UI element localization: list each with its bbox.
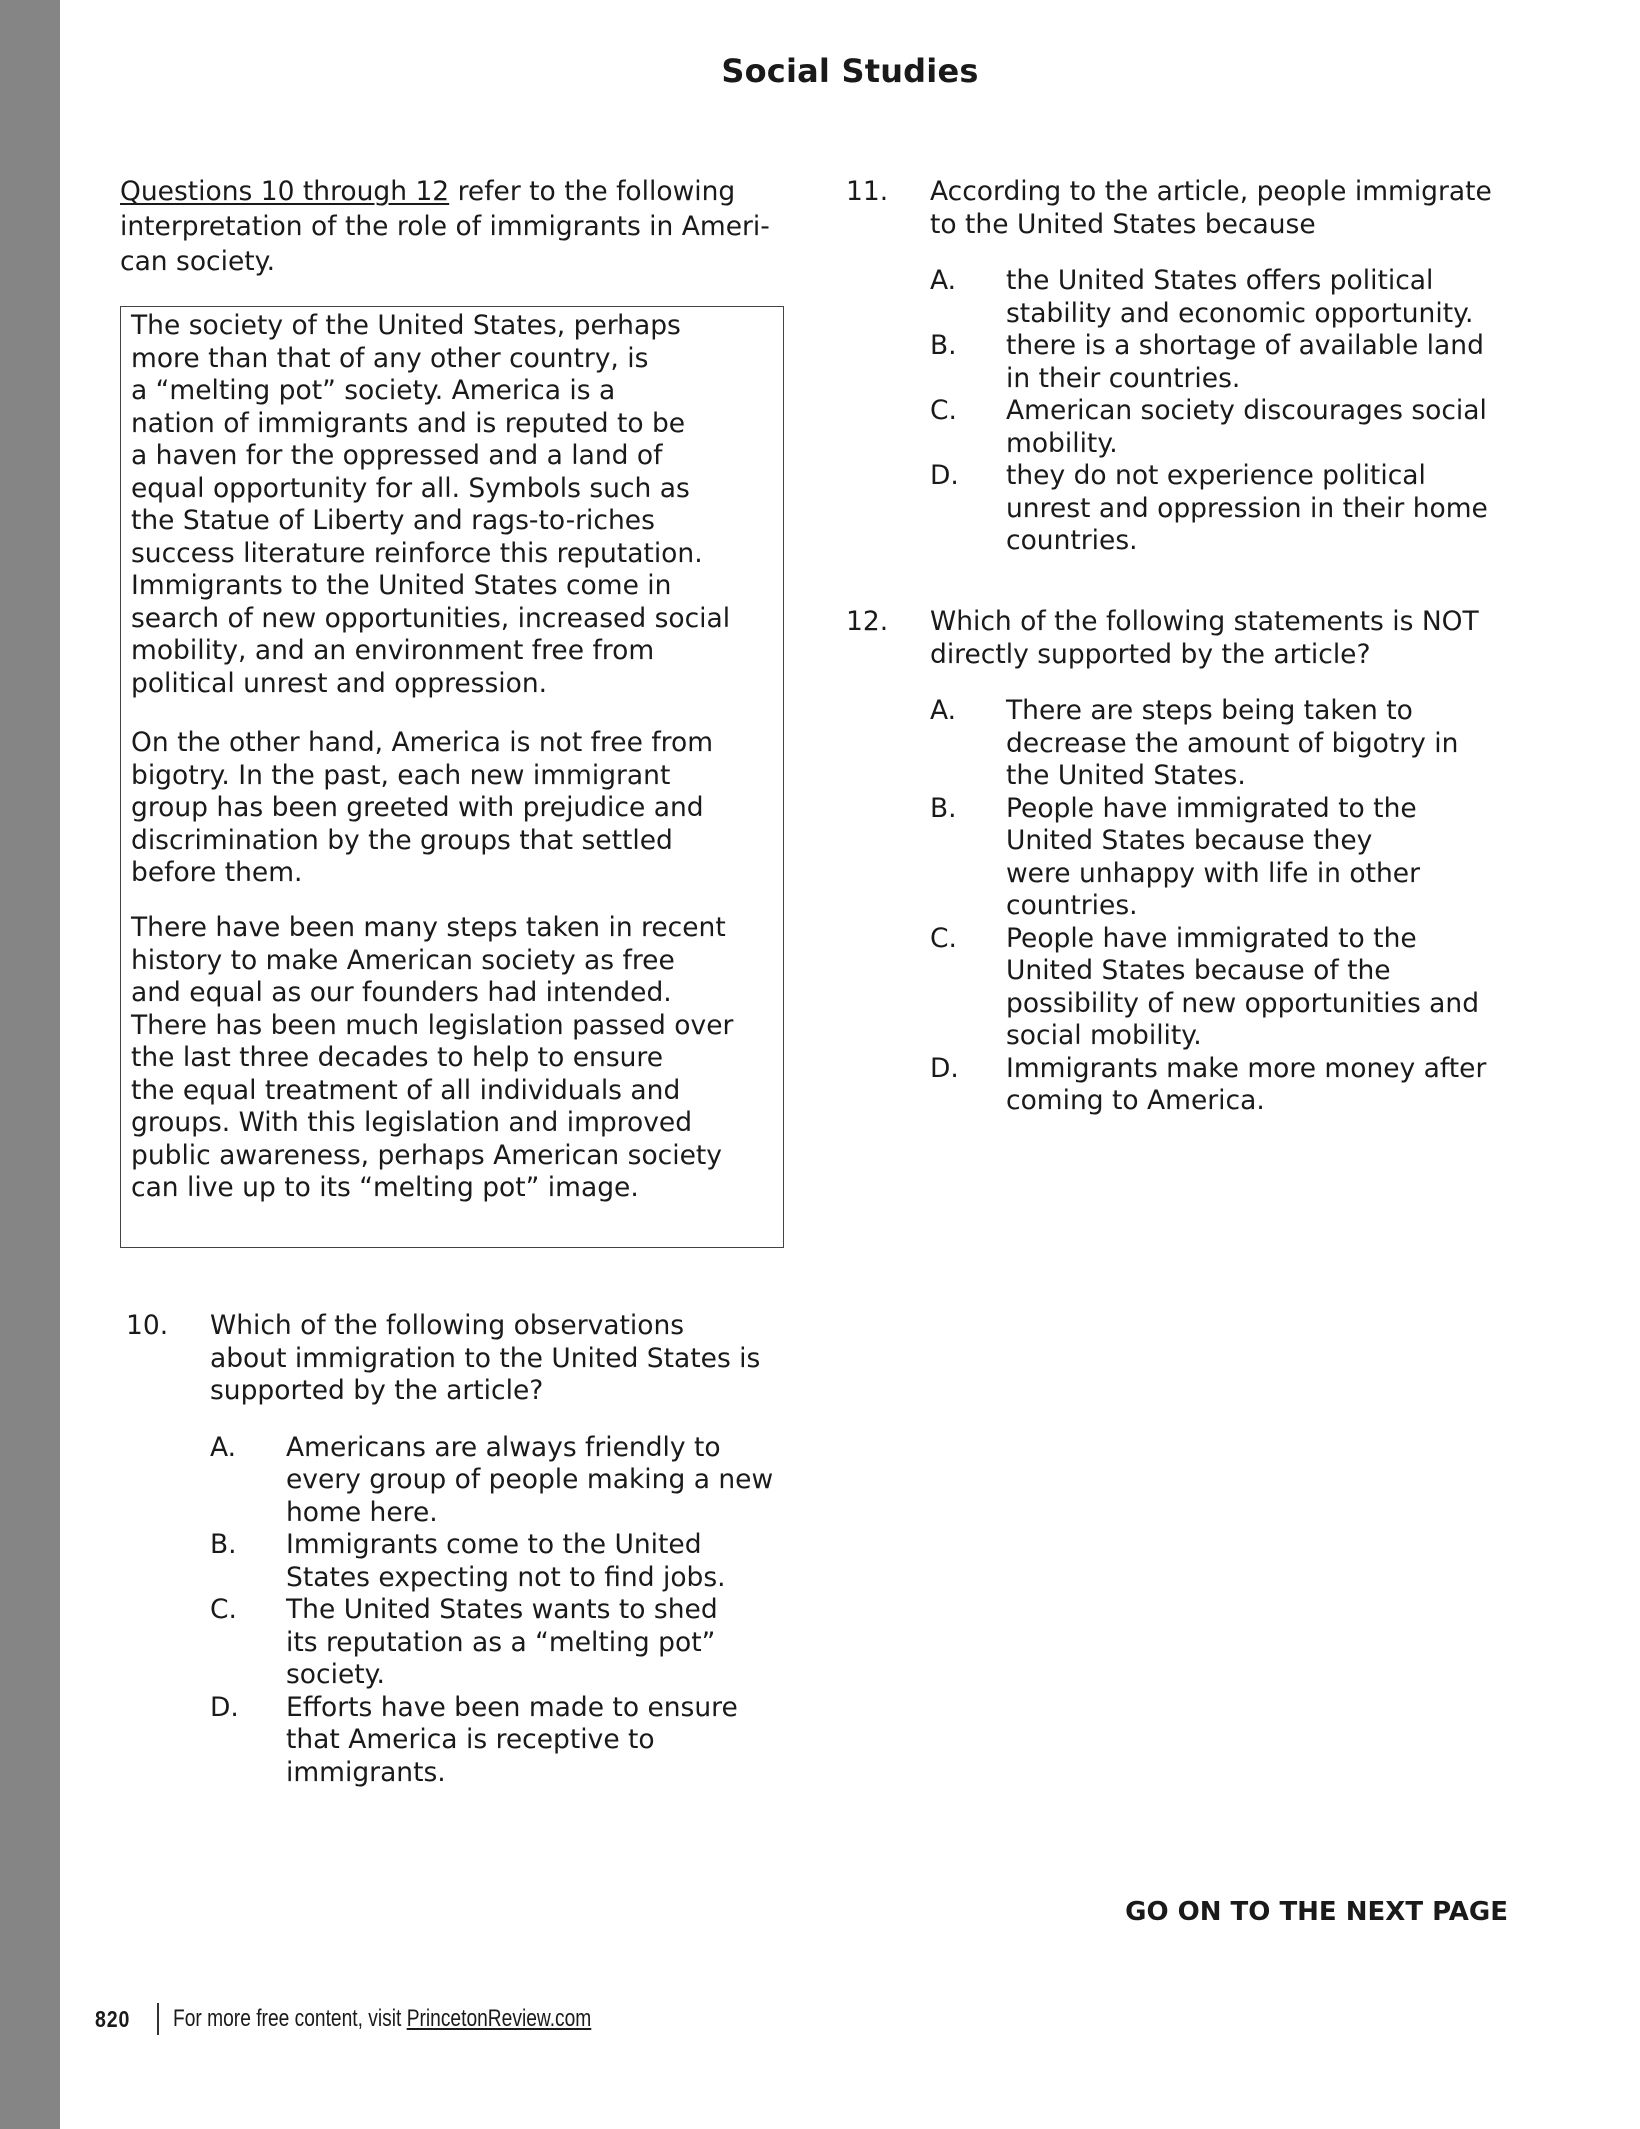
passage-paragraph-1 bbox=[131, 310, 730, 700]
answer-choice-d[interactable] bbox=[210, 1692, 773, 1790]
footer-divider bbox=[157, 2003, 159, 2035]
passage-line: the last three decades to help to ensure bbox=[131, 1042, 664, 1073]
answer-choice-d[interactable] bbox=[930, 1053, 1486, 1118]
passage-line: mobility, and an environment free from bbox=[131, 635, 655, 666]
choice-text-line: home here. bbox=[286, 1496, 438, 1528]
choice-text-line: countries. bbox=[1006, 890, 1138, 921]
go-on-next-page: GO ON TO THE NEXT PAGE bbox=[1125, 1897, 1508, 1927]
question-stem bbox=[210, 1310, 760, 1408]
question-stem bbox=[930, 606, 1479, 671]
choice-text bbox=[1006, 395, 1488, 460]
choice-text-line: there is a shortage of available land bbox=[1006, 330, 1484, 361]
question-stem-line: Which of the following statements is NOT bbox=[930, 606, 1479, 637]
choice-text-line: The United States wants to shed bbox=[286, 1594, 718, 1625]
choice-text-line: countries. bbox=[1006, 525, 1138, 556]
passage-line: the Statue of Liberty and rags-to-riches bbox=[131, 505, 655, 536]
passage-line: political unrest and oppression. bbox=[131, 667, 548, 699]
answer-choice-c[interactable] bbox=[930, 395, 1488, 460]
passage-line: groups. With this legislation and improved bbox=[131, 1107, 693, 1138]
answer-choices bbox=[930, 265, 1488, 558]
passage-line: search of new opportunities, increased social bbox=[131, 602, 731, 634]
choice-letter: C. bbox=[930, 395, 957, 426]
choice-text-line: People have immigrated to the bbox=[1006, 792, 1417, 824]
passage-line: public awareness, perhaps American society bbox=[131, 1139, 722, 1171]
passage-line: bigotry. In the past, each new immigrant bbox=[131, 759, 671, 791]
questions-range: Questions 10 through 12 bbox=[120, 176, 450, 207]
choice-text-line: There are steps being taken to bbox=[1006, 695, 1413, 726]
question-number: 10. bbox=[126, 1310, 169, 1341]
choice-text-line: unrest and oppression in their home bbox=[1006, 492, 1488, 524]
choice-text bbox=[286, 1594, 773, 1692]
answer-choice-b[interactable] bbox=[930, 330, 1488, 395]
passage-line: nation of immigrants and is reputed to be bbox=[131, 407, 686, 439]
choice-text-line: the United States offers political bbox=[1006, 265, 1434, 296]
page-title: Social Studies bbox=[721, 52, 979, 90]
choice-text-line: Immigrants come to the United bbox=[286, 1529, 702, 1560]
choice-text-line: were unhappy with life in other bbox=[1006, 857, 1420, 889]
passage-box bbox=[120, 306, 784, 1248]
choice-text bbox=[1006, 460, 1488, 558]
choice-text-line: Americans are always friendly to bbox=[286, 1431, 721, 1463]
page-edge-bar bbox=[0, 0, 60, 2129]
intro-line: can society. bbox=[120, 246, 276, 277]
choice-text-line: possibility of new opportunities and bbox=[1006, 987, 1480, 1019]
choice-text-line: mobility. bbox=[1006, 427, 1118, 459]
choice-text-line: Immigrants make more money after bbox=[1006, 1052, 1487, 1084]
choice-text-line: Efforts have been made to ensure bbox=[286, 1691, 738, 1723]
passage-line: Immigrants to the United States come in bbox=[131, 570, 672, 601]
passage-line: equal opportunity for all. Symbols such as bbox=[131, 472, 690, 504]
passage-line: before them. bbox=[131, 857, 303, 888]
answer-choice-a[interactable] bbox=[930, 265, 1488, 330]
passage-line: a haven for the oppressed and a land of bbox=[131, 440, 663, 471]
choice-text-line: States expecting not to find jobs. bbox=[286, 1561, 726, 1593]
intro-line: refer to the following bbox=[449, 176, 736, 207]
choice-letter: A. bbox=[930, 265, 957, 296]
question-stem-line: supported by the article? bbox=[210, 1375, 544, 1406]
answer-choices bbox=[210, 1432, 773, 1790]
answer-choice-b[interactable] bbox=[210, 1529, 773, 1594]
choice-text bbox=[1006, 330, 1488, 395]
choice-text-line: that America is receptive to bbox=[286, 1724, 655, 1755]
choice-text bbox=[286, 1432, 773, 1530]
choice-text bbox=[286, 1692, 773, 1790]
passage-line: and equal as our founders had intended. bbox=[131, 977, 672, 1008]
footer-label: For more free content, visit bbox=[172, 2005, 407, 2032]
choice-text-line: United States because they bbox=[1006, 825, 1373, 856]
footer-text bbox=[173, 2005, 591, 2033]
passage-line: more than that of any other country, is bbox=[131, 342, 649, 374]
choice-text bbox=[1006, 265, 1488, 330]
question-number: 12. bbox=[846, 606, 889, 637]
answer-choices bbox=[930, 695, 1486, 1118]
choice-letter: C. bbox=[210, 1594, 237, 1625]
passage-line: a “melting pot” society. America is a bbox=[131, 375, 616, 406]
passage-line: On the other hand, America is not free from bbox=[131, 727, 714, 758]
passage-line: discrimination by the groups that settled bbox=[131, 824, 673, 856]
choice-letter: B. bbox=[930, 792, 957, 824]
passage-line: the equal treatment of all individuals and bbox=[131, 1074, 681, 1106]
answer-choice-c[interactable] bbox=[930, 923, 1486, 1053]
choice-text bbox=[1006, 923, 1486, 1053]
intro-line: interpretation of the role of immigrants in Ameri- bbox=[120, 211, 770, 242]
page-footer bbox=[95, 2002, 695, 2036]
choice-text-line: decrease the amount of bigotry in bbox=[1006, 727, 1459, 759]
question-stem bbox=[930, 176, 1492, 241]
choice-letter: D. bbox=[210, 1691, 239, 1723]
passage-intro bbox=[120, 174, 770, 279]
answer-choice-a[interactable] bbox=[930, 695, 1486, 793]
passage-line: can live up to its “melting pot” image. bbox=[131, 1172, 639, 1203]
answer-choice-c[interactable] bbox=[210, 1594, 773, 1692]
passage-line: group has been greeted with prejudice and bbox=[131, 792, 704, 823]
answer-choice-a[interactable] bbox=[210, 1432, 773, 1530]
passage-line: success literature reinforce this reputation. bbox=[131, 537, 703, 569]
choice-text bbox=[286, 1529, 773, 1594]
choice-text bbox=[1006, 1053, 1486, 1118]
choice-text-line: they do not experience political bbox=[1006, 460, 1426, 491]
question-stem-line: about immigration to the United States is bbox=[210, 1342, 761, 1374]
choice-letter: D. bbox=[930, 1052, 959, 1084]
choice-letter: D. bbox=[930, 460, 959, 491]
choice-text-line: its reputation as a “melting pot” bbox=[286, 1626, 716, 1658]
choice-letter: B. bbox=[930, 330, 957, 361]
question-stem-line: Which of the following observations bbox=[210, 1310, 685, 1341]
question-number: 11. bbox=[846, 176, 889, 207]
choice-text bbox=[1006, 793, 1486, 923]
choice-text-line: stability and economic opportunity. bbox=[1006, 297, 1474, 329]
passage-line: The society of the United States, perhaps bbox=[131, 310, 681, 341]
choice-letter: C. bbox=[930, 922, 957, 954]
choice-text-line: People have immigrated to the bbox=[1006, 922, 1417, 954]
choice-letter: B. bbox=[210, 1529, 237, 1560]
answer-choice-b[interactable] bbox=[930, 793, 1486, 923]
choice-text bbox=[1006, 695, 1486, 793]
question-stem-line: directly supported by the article? bbox=[930, 638, 1371, 670]
passage-line: There has been much legislation passed over bbox=[131, 1009, 734, 1041]
choice-text-line: American society discourages social bbox=[1006, 395, 1487, 426]
choice-text-line: every group of people making a new bbox=[286, 1464, 774, 1495]
passage-paragraph-2 bbox=[131, 727, 713, 890]
choice-text-line: immigrants. bbox=[286, 1756, 446, 1788]
choice-text-line: society. bbox=[286, 1659, 385, 1690]
choice-text-line: coming to America. bbox=[1006, 1085, 1265, 1116]
page-number: 820 bbox=[95, 2005, 131, 2032]
choice-text-line: United States because of the bbox=[1006, 955, 1391, 986]
question-stem-line: According to the article, people immigrate bbox=[930, 176, 1492, 207]
passage-paragraph-3 bbox=[131, 912, 733, 1205]
choice-text-line: social mobility. bbox=[1006, 1020, 1202, 1051]
choice-text-line: in their countries. bbox=[1006, 362, 1241, 394]
choice-letter: A. bbox=[210, 1431, 237, 1463]
princeton-review-link[interactable]: PrincetonReview.com bbox=[406, 2005, 591, 2032]
choice-text-line: the United States. bbox=[1006, 760, 1246, 791]
choice-letter: A. bbox=[930, 695, 957, 726]
question-stem-line: to the United States because bbox=[930, 208, 1316, 240]
passage-line: There have been many steps taken in recent bbox=[131, 912, 726, 943]
answer-choice-d[interactable] bbox=[930, 460, 1488, 558]
passage-line: history to make American society as free bbox=[131, 944, 675, 976]
